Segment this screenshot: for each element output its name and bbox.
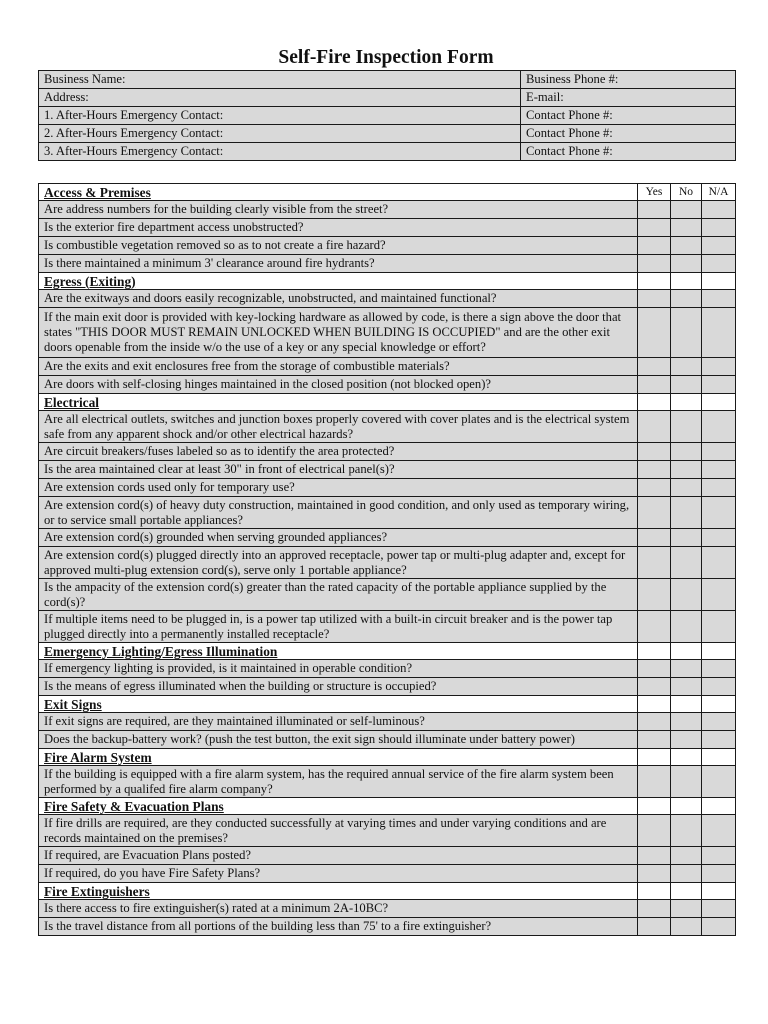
section-no-cell xyxy=(671,798,702,815)
question-row xyxy=(39,308,736,358)
question-row xyxy=(39,547,736,579)
answer-yes-checkbox[interactable] xyxy=(638,713,671,731)
answer-yes-checkbox[interactable] xyxy=(638,678,671,696)
answer-yes-checkbox[interactable] xyxy=(638,766,671,798)
answer-no-checkbox[interactable] xyxy=(671,713,702,731)
answer-yes-checkbox[interactable] xyxy=(638,731,671,749)
answer-na-checkbox[interactable] xyxy=(702,358,736,376)
question-text: Is there maintained a minimum 3' clearance around fire hydrants? xyxy=(39,255,638,273)
question-text: Are circuit breakers/fuses labeled so as to identify the area protected? xyxy=(39,443,638,461)
answer-yes-checkbox[interactable] xyxy=(638,660,671,678)
answer-no-checkbox[interactable] xyxy=(671,678,702,696)
answer-na-checkbox[interactable] xyxy=(702,678,736,696)
question-text: If emergency lighting is provided, is it maintained in operable condition? xyxy=(39,660,638,678)
question-row xyxy=(39,201,736,219)
answer-yes-checkbox[interactable] xyxy=(638,547,671,579)
answer-na-checkbox[interactable] xyxy=(702,900,736,918)
answer-na-checkbox[interactable] xyxy=(702,918,736,936)
question-text: Are extension cord(s) plugged directly into an approved receptacle, power tap or multi-plug adapter and, except for approved multi-plug extension cord(s), serve only 1 portable appliance? xyxy=(39,547,638,579)
question-row xyxy=(39,497,736,529)
column-header-na: N/A xyxy=(702,184,736,201)
section-yes-cell xyxy=(638,883,671,900)
info-contact-label[interactable]: Contact Phone #: xyxy=(521,107,736,125)
question-text: Are extension cord(s) grounded when serving grounded appliances? xyxy=(39,529,638,547)
section-yes-cell xyxy=(638,394,671,411)
answer-no-checkbox[interactable] xyxy=(671,479,702,497)
section-na-cell xyxy=(702,696,736,713)
section-header-row xyxy=(39,749,736,766)
answer-yes-checkbox[interactable] xyxy=(638,443,671,461)
question-row xyxy=(39,847,736,865)
question-row xyxy=(39,678,736,696)
question-text: If required, do you have Fire Safety Plans? xyxy=(39,865,638,883)
answer-na-checkbox[interactable] xyxy=(702,660,736,678)
question-row xyxy=(39,411,736,443)
section-na-cell xyxy=(702,643,736,660)
answer-yes-checkbox[interactable] xyxy=(638,461,671,479)
section-heading: Emergency Lighting/Egress Illumination xyxy=(39,643,638,660)
info-row xyxy=(39,107,736,125)
answer-yes-checkbox[interactable] xyxy=(638,918,671,936)
answer-no-checkbox[interactable] xyxy=(671,290,702,308)
answer-yes-checkbox[interactable] xyxy=(638,529,671,547)
info-contact-label[interactable]: Business Phone #: xyxy=(521,71,736,89)
answer-na-checkbox[interactable] xyxy=(702,579,736,611)
info-row xyxy=(39,125,736,143)
answer-na-checkbox[interactable] xyxy=(702,529,736,547)
question-text: Is the area maintained clear at least 30" in front of electrical panel(s)? xyxy=(39,461,638,479)
info-row xyxy=(39,71,736,89)
question-row xyxy=(39,660,736,678)
answer-yes-checkbox[interactable] xyxy=(638,497,671,529)
question-row xyxy=(39,479,736,497)
question-row xyxy=(39,865,736,883)
section-header-row xyxy=(39,798,736,815)
answer-yes-checkbox[interactable] xyxy=(638,479,671,497)
answer-na-checkbox[interactable] xyxy=(702,547,736,579)
question-text: Are the exits and exit enclosures free from the storage of combustible materials? xyxy=(39,358,638,376)
answer-yes-checkbox[interactable] xyxy=(638,865,671,883)
section-header-row xyxy=(39,883,736,900)
answer-na-checkbox[interactable] xyxy=(702,255,736,273)
question-row xyxy=(39,219,736,237)
answer-no-checkbox[interactable] xyxy=(671,219,702,237)
info-field-label[interactable]: 2. After-Hours Emergency Contact: xyxy=(39,125,521,143)
answer-yes-checkbox[interactable] xyxy=(638,308,671,358)
answer-yes-checkbox[interactable] xyxy=(638,611,671,643)
section-heading: Electrical xyxy=(39,394,638,411)
question-text: Is the ampacity of the extension cord(s) greater than the rated capacity of the portable appliance supplied by the cord(s)? xyxy=(39,579,638,611)
section-yes-cell xyxy=(638,696,671,713)
question-text: If required, are Evacuation Plans posted? xyxy=(39,847,638,865)
question-row xyxy=(39,815,736,847)
answer-no-checkbox[interactable] xyxy=(671,529,702,547)
answer-na-checkbox[interactable] xyxy=(702,376,736,394)
answer-yes-checkbox[interactable] xyxy=(638,219,671,237)
answer-no-checkbox[interactable] xyxy=(671,201,702,219)
answer-yes-checkbox[interactable] xyxy=(638,376,671,394)
section-heading: Fire Extinguishers xyxy=(39,883,638,900)
answer-na-checkbox[interactable] xyxy=(702,713,736,731)
answer-yes-checkbox[interactable] xyxy=(638,358,671,376)
section-header-row xyxy=(39,394,736,411)
question-row xyxy=(39,713,736,731)
section-header-row xyxy=(39,643,736,660)
question-text: Is the exterior fire department access unobstructed? xyxy=(39,219,638,237)
section-no-cell xyxy=(671,749,702,766)
info-row xyxy=(39,89,736,107)
question-row xyxy=(39,237,736,255)
section-header-row xyxy=(39,696,736,713)
answer-na-checkbox[interactable] xyxy=(702,479,736,497)
answer-no-checkbox[interactable] xyxy=(671,237,702,255)
question-text: Are all electrical outlets, switches and junction boxes properly covered with cover plates and is the electrical system safe from any apparent shock and/or other electrical hazards? xyxy=(39,411,638,443)
info-field-label[interactable]: Address: xyxy=(39,89,521,107)
section-no-cell xyxy=(671,643,702,660)
answer-no-checkbox[interactable] xyxy=(671,900,702,918)
question-text: Are extension cord(s) of heavy duty construction, maintained in good condition, and only used as temporary wiring, or to service small portable appliances? xyxy=(39,497,638,529)
info-contact-label[interactable]: Contact Phone #: xyxy=(521,143,736,161)
question-text: Is the travel distance from all portions of the building less than 75' to a fire extinguisher? xyxy=(39,918,638,936)
section-no-cell xyxy=(671,273,702,290)
answer-na-checkbox[interactable] xyxy=(702,443,736,461)
info-field-label[interactable]: 1. After-Hours Emergency Contact: xyxy=(39,107,521,125)
answer-na-checkbox[interactable] xyxy=(702,847,736,865)
answer-na-checkbox[interactable] xyxy=(702,766,736,798)
answer-na-checkbox[interactable] xyxy=(702,219,736,237)
section-no-cell xyxy=(671,696,702,713)
answer-no-checkbox[interactable] xyxy=(671,376,702,394)
info-field-label[interactable]: Business Name: xyxy=(39,71,521,89)
answer-na-checkbox[interactable] xyxy=(702,815,736,847)
answer-na-checkbox[interactable] xyxy=(702,461,736,479)
question-text: If the main exit door is provided with key-locking hardware as allowed by code, is there a sign above the door that states "THIS DOOR MUST REMAIN UNLOCKED WHEN BUILDING IS OCCUPIED" and are the other exit doors openable from the inside w/o the use of a key or any special knowledge or effort? xyxy=(39,308,638,358)
answer-na-checkbox[interactable] xyxy=(702,865,736,883)
answer-na-checkbox[interactable] xyxy=(702,201,736,219)
info-field-label[interactable]: 3. After-Hours Emergency Contact: xyxy=(39,143,521,161)
answer-na-checkbox[interactable] xyxy=(702,731,736,749)
answer-no-checkbox[interactable] xyxy=(671,579,702,611)
question-text: Does the backup-battery work? (push the test button, the exit sign should illuminate under battery power) xyxy=(39,731,638,749)
question-text: Are the exitways and doors easily recognizable, unobstructed, and maintained functional? xyxy=(39,290,638,308)
column-header-yes: Yes xyxy=(638,184,671,201)
answer-no-checkbox[interactable] xyxy=(671,611,702,643)
answer-na-checkbox[interactable] xyxy=(702,290,736,308)
answer-no-checkbox[interactable] xyxy=(671,847,702,865)
question-text: If fire drills are required, are they conducted successfully at varying times and under varying conditions and are records maintained on the premises? xyxy=(39,815,638,847)
form-title: Self-Fire Inspection Form xyxy=(278,47,494,68)
answer-no-checkbox[interactable] xyxy=(671,815,702,847)
question-row xyxy=(39,376,736,394)
question-text: Are extension cords used only for temporary use? xyxy=(39,479,638,497)
answer-yes-checkbox[interactable] xyxy=(638,847,671,865)
question-row xyxy=(39,255,736,273)
info-contact-label[interactable]: E-mail: xyxy=(521,89,736,107)
section-yes-cell xyxy=(638,749,671,766)
answer-na-checkbox[interactable] xyxy=(702,308,736,358)
answer-no-checkbox[interactable] xyxy=(671,731,702,749)
answer-no-checkbox[interactable] xyxy=(671,918,702,936)
question-text: Are doors with self-closing hinges maintained in the closed position (not blocked open)? xyxy=(39,376,638,394)
answer-na-checkbox[interactable] xyxy=(702,497,736,529)
answer-no-checkbox[interactable] xyxy=(671,255,702,273)
question-row xyxy=(39,731,736,749)
answer-yes-checkbox[interactable] xyxy=(638,411,671,443)
question-text: Is combustible vegetation removed so as to not create a fire hazard? xyxy=(39,237,638,255)
section-heading: Access & Premises xyxy=(39,184,638,201)
section-na-cell xyxy=(702,749,736,766)
answer-yes-checkbox[interactable] xyxy=(638,237,671,255)
answer-yes-checkbox[interactable] xyxy=(638,201,671,219)
question-row xyxy=(39,443,736,461)
answer-no-checkbox[interactable] xyxy=(671,358,702,376)
section-heading: Egress (Exiting) xyxy=(39,273,638,290)
question-text: Is there access to fire extinguisher(s) rated at a minimum 2A-10BC? xyxy=(39,900,638,918)
inspection-checklist-table xyxy=(38,183,736,936)
info-row xyxy=(39,143,736,161)
answer-yes-checkbox[interactable] xyxy=(638,815,671,847)
answer-no-checkbox[interactable] xyxy=(671,660,702,678)
section-header-row xyxy=(39,184,736,201)
answer-yes-checkbox[interactable] xyxy=(638,900,671,918)
answer-yes-checkbox[interactable] xyxy=(638,290,671,308)
question-row xyxy=(39,461,736,479)
business-info-table xyxy=(38,70,736,161)
answer-na-checkbox[interactable] xyxy=(702,411,736,443)
section-no-cell xyxy=(671,883,702,900)
question-row xyxy=(39,918,736,936)
section-heading: Exit Signs xyxy=(39,696,638,713)
answer-no-checkbox[interactable] xyxy=(671,865,702,883)
question-row xyxy=(39,579,736,611)
answer-no-checkbox[interactable] xyxy=(671,547,702,579)
answer-no-checkbox[interactable] xyxy=(671,443,702,461)
answer-na-checkbox[interactable] xyxy=(702,237,736,255)
question-text: Are address numbers for the building clearly visible from the street? xyxy=(39,201,638,219)
question-row xyxy=(39,766,736,798)
question-text: Is the means of egress illuminated when the building or structure is occupied? xyxy=(39,678,638,696)
column-header-no: No xyxy=(671,184,702,201)
answer-yes-checkbox[interactable] xyxy=(638,255,671,273)
info-contact-label[interactable]: Contact Phone #: xyxy=(521,125,736,143)
section-yes-cell xyxy=(638,643,671,660)
question-row xyxy=(39,611,736,643)
question-text: If the building is equipped with a fire alarm system, has the required annual service of the fire alarm system been performed by a qualifed fire alarm company? xyxy=(39,766,638,798)
question-row xyxy=(39,358,736,376)
answer-yes-checkbox[interactable] xyxy=(638,579,671,611)
question-row xyxy=(39,529,736,547)
section-header-row xyxy=(39,273,736,290)
answer-no-checkbox[interactable] xyxy=(671,461,702,479)
section-yes-cell xyxy=(638,798,671,815)
section-na-cell xyxy=(702,394,736,411)
answer-no-checkbox[interactable] xyxy=(671,308,702,358)
question-row xyxy=(39,900,736,918)
section-yes-cell xyxy=(638,273,671,290)
answer-no-checkbox[interactable] xyxy=(671,497,702,529)
answer-na-checkbox[interactable] xyxy=(702,611,736,643)
section-na-cell xyxy=(702,273,736,290)
section-no-cell xyxy=(671,394,702,411)
section-heading: Fire Safety & Evacuation Plans xyxy=(39,798,638,815)
question-text: If exit signs are required, are they maintained illuminated or self-luminous? xyxy=(39,713,638,731)
question-row xyxy=(39,290,736,308)
question-text: If multiple items need to be plugged in, is a power tap utilized with a built-in circuit breaker and is the power tap plugged directly into a permanently installed receptacle? xyxy=(39,611,638,643)
section-na-cell xyxy=(702,883,736,900)
answer-no-checkbox[interactable] xyxy=(671,411,702,443)
section-na-cell xyxy=(702,798,736,815)
answer-no-checkbox[interactable] xyxy=(671,766,702,798)
section-heading: Fire Alarm System xyxy=(39,749,638,766)
